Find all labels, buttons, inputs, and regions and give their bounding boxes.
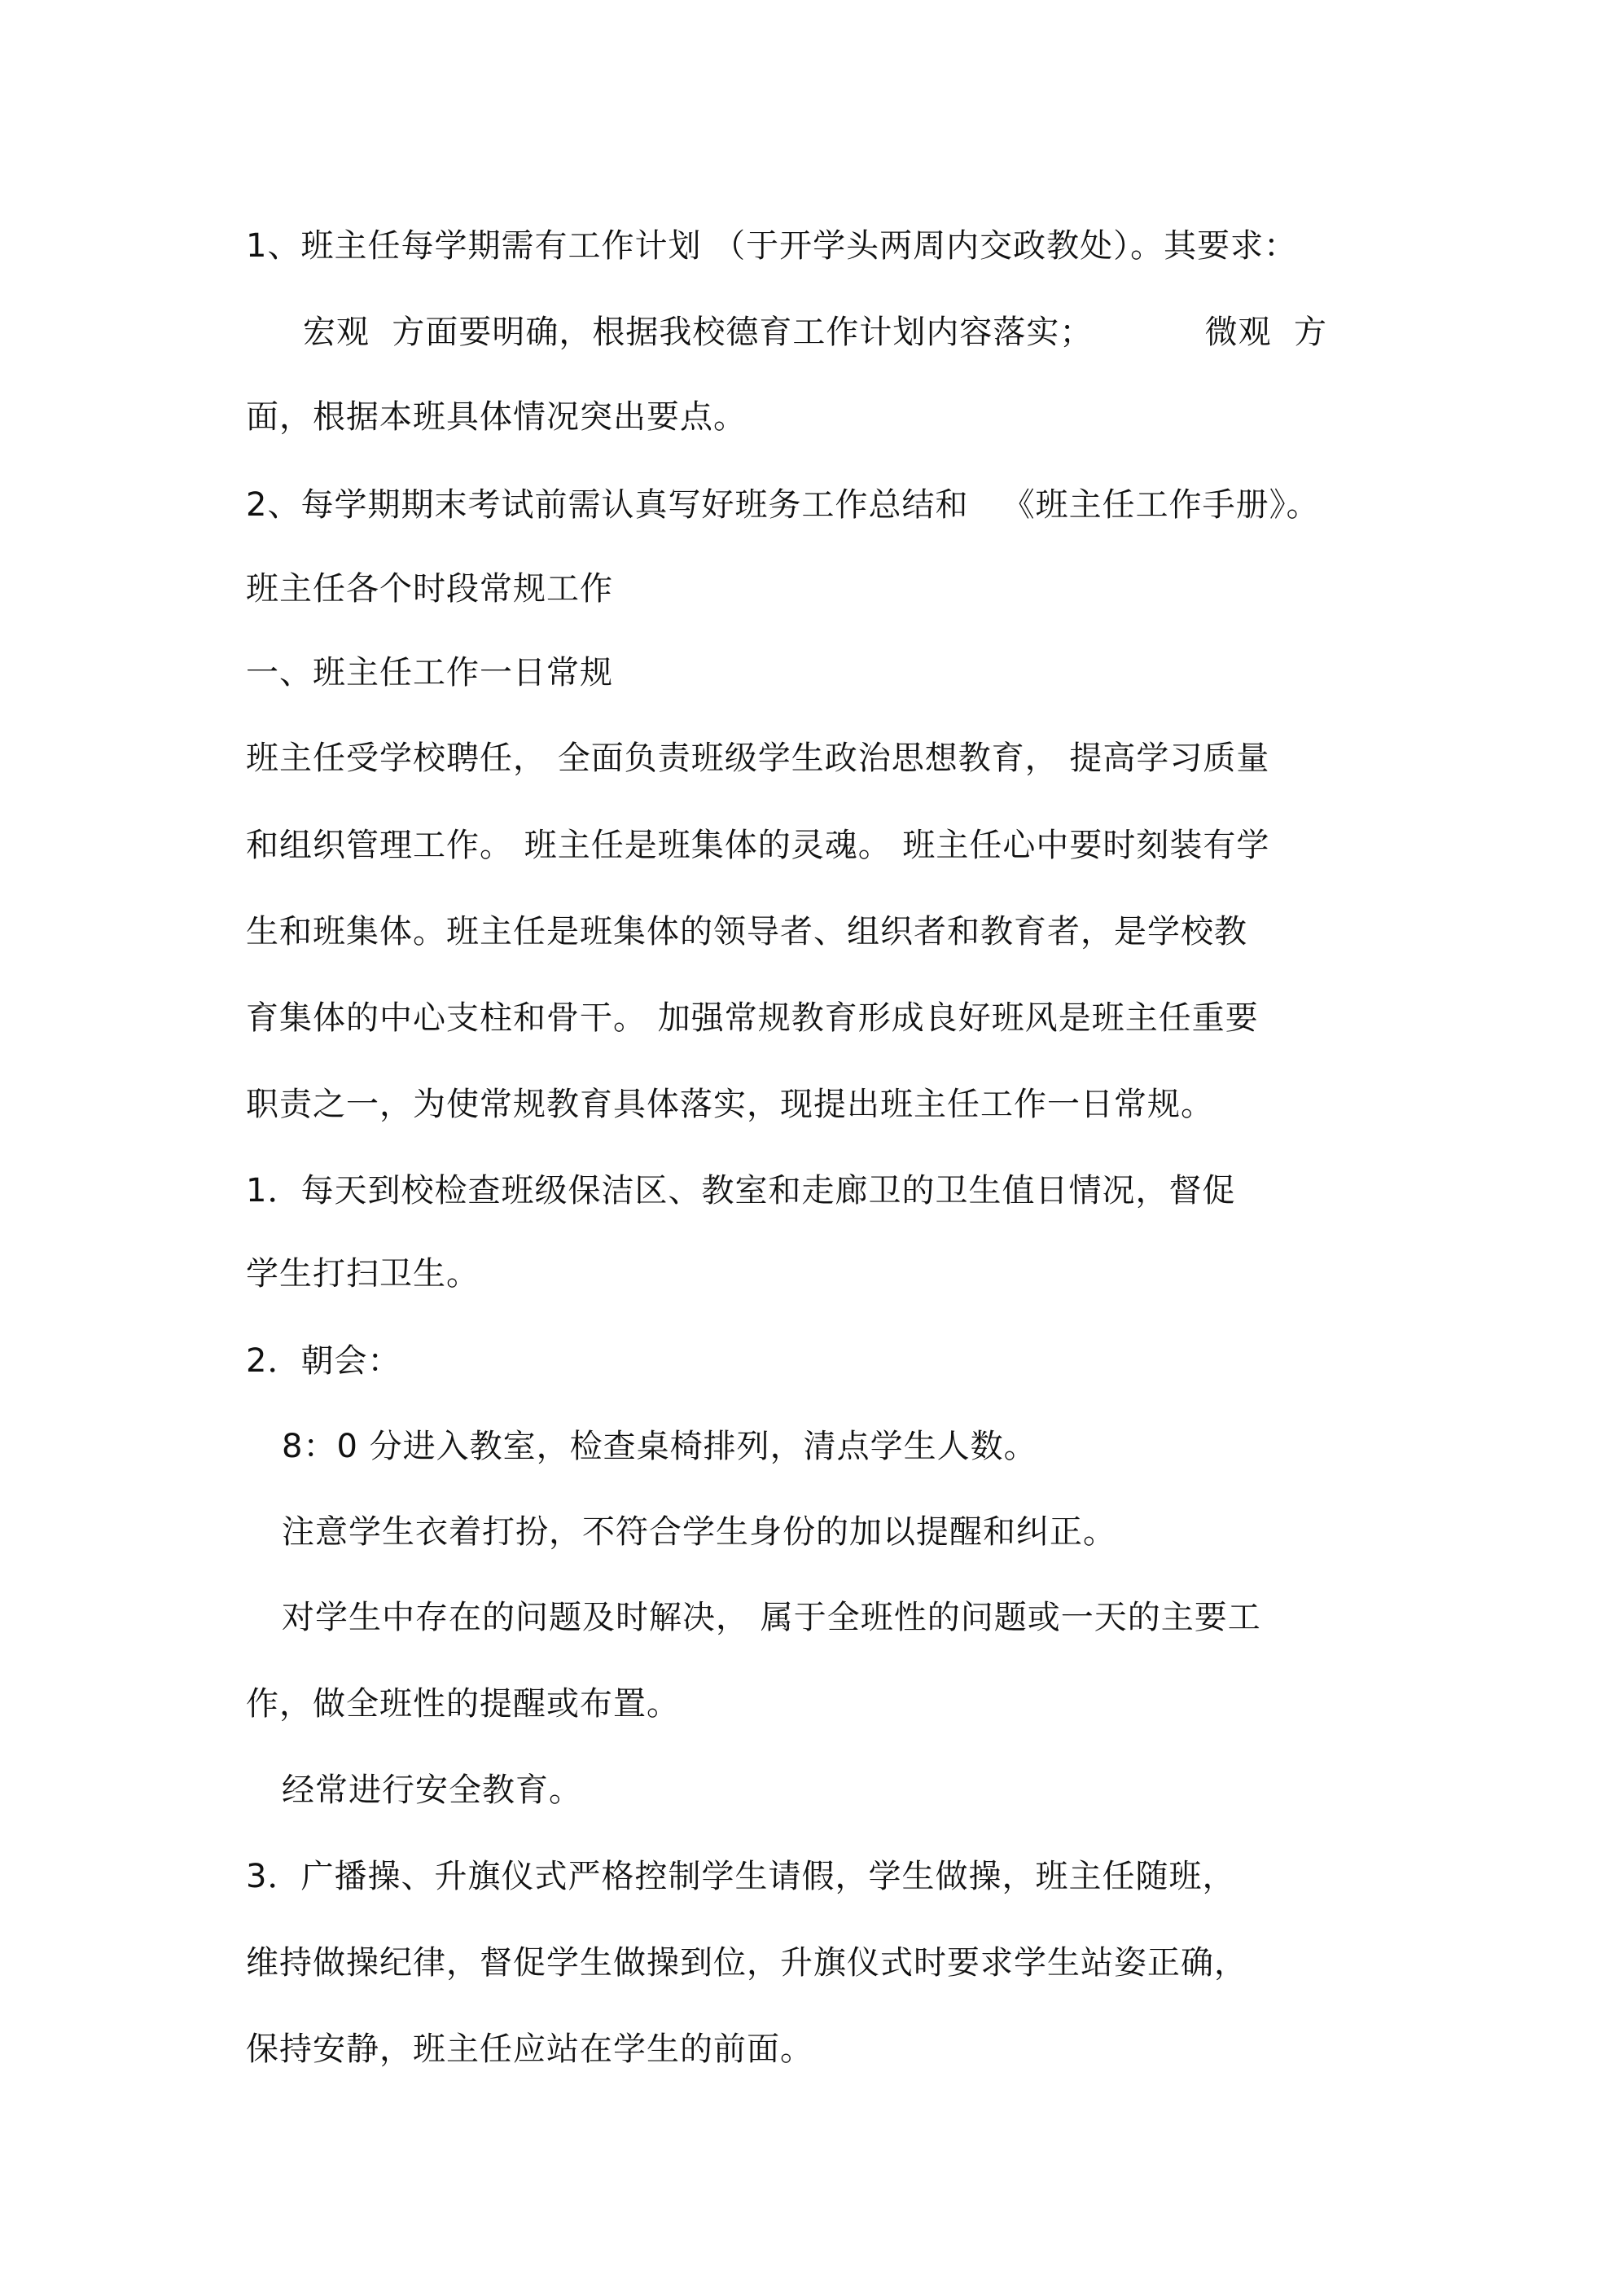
list-item-3-line-2: 维持做操纪律，督促学生做操到位，升旗仪式时要求学生站姿正确， [246, 1944, 1247, 1982]
list-item-2-line-1: 8：0 分进入教室，检查桌椅排列，清点学生人数。 [282, 1428, 1037, 1465]
list-item-2-line-4: 作，做全班性的提醒或布置。 [246, 1685, 680, 1723]
section-heading: 班主任各个时段常规工作 [246, 570, 613, 608]
list-item-3-line-1: 3．广播操、升旗仪式严格控制学生请假，学生做操，班主任随班， [246, 1858, 1236, 1895]
text-line-9: 生和班集体。班主任是班集体的领导者、组织者和教育者，是学校教 [246, 913, 1247, 950]
list-item-2-line-5: 经常进行安全教育。 [282, 1771, 582, 1809]
list-item-3-line-3: 保持安静，班主任应站在学生的前面。 [246, 2030, 813, 2068]
text-line-8: 和组织管理工作。 班主任是班集体的灵魂。 班主任心中要时刻装有学 [246, 827, 1270, 864]
subsection-heading: 一、班主任工作一日常规 [246, 654, 613, 691]
list-item-1-line-1: 1．每天到校检查班级保洁区、教室和走廊卫的卫生值日情况，督促 [246, 1172, 1236, 1209]
text-line-2: 宏观 方面要明确，根据我校德育工作计划内容落实； 微观 方 [303, 314, 1328, 351]
text-line-4: 2、每学期期末考试前需认真写好班务工作总结和 《班主任工作手册》。 [246, 486, 1320, 524]
text-line-7: 班主任受学校聘任， 全面负责班级学生政治思想教育， 提高学习质量 [246, 740, 1270, 777]
list-item-1-line-2: 学生打扫卫生。 [246, 1255, 480, 1293]
list-item-2-heading: 2．朝会： [246, 1342, 401, 1380]
list-item-2-line-2: 注意学生衣着打扮，不符合学生身份的加以提醒和纠正。 [282, 1513, 1116, 1551]
list-item-2-line-3: 对学生中存在的问题及时解决， 属于全班性的问题或一天的主要工 [282, 1599, 1261, 1636]
text-line-11: 职责之一，为使常规教育具体落实，现提出班主任工作一日常规。 [246, 1086, 1214, 1123]
text-line-10: 育集体的中心支柱和骨干。 加强常规教育形成良好班风是班主任重要 [246, 999, 1259, 1037]
text-line-3: 面，根据本班具体情况突出要点。 [246, 398, 747, 436]
text-line-1: 1、班主任每学期需有工作计划 （于开学头两周内交政教处）。其要求： [246, 227, 1298, 265]
